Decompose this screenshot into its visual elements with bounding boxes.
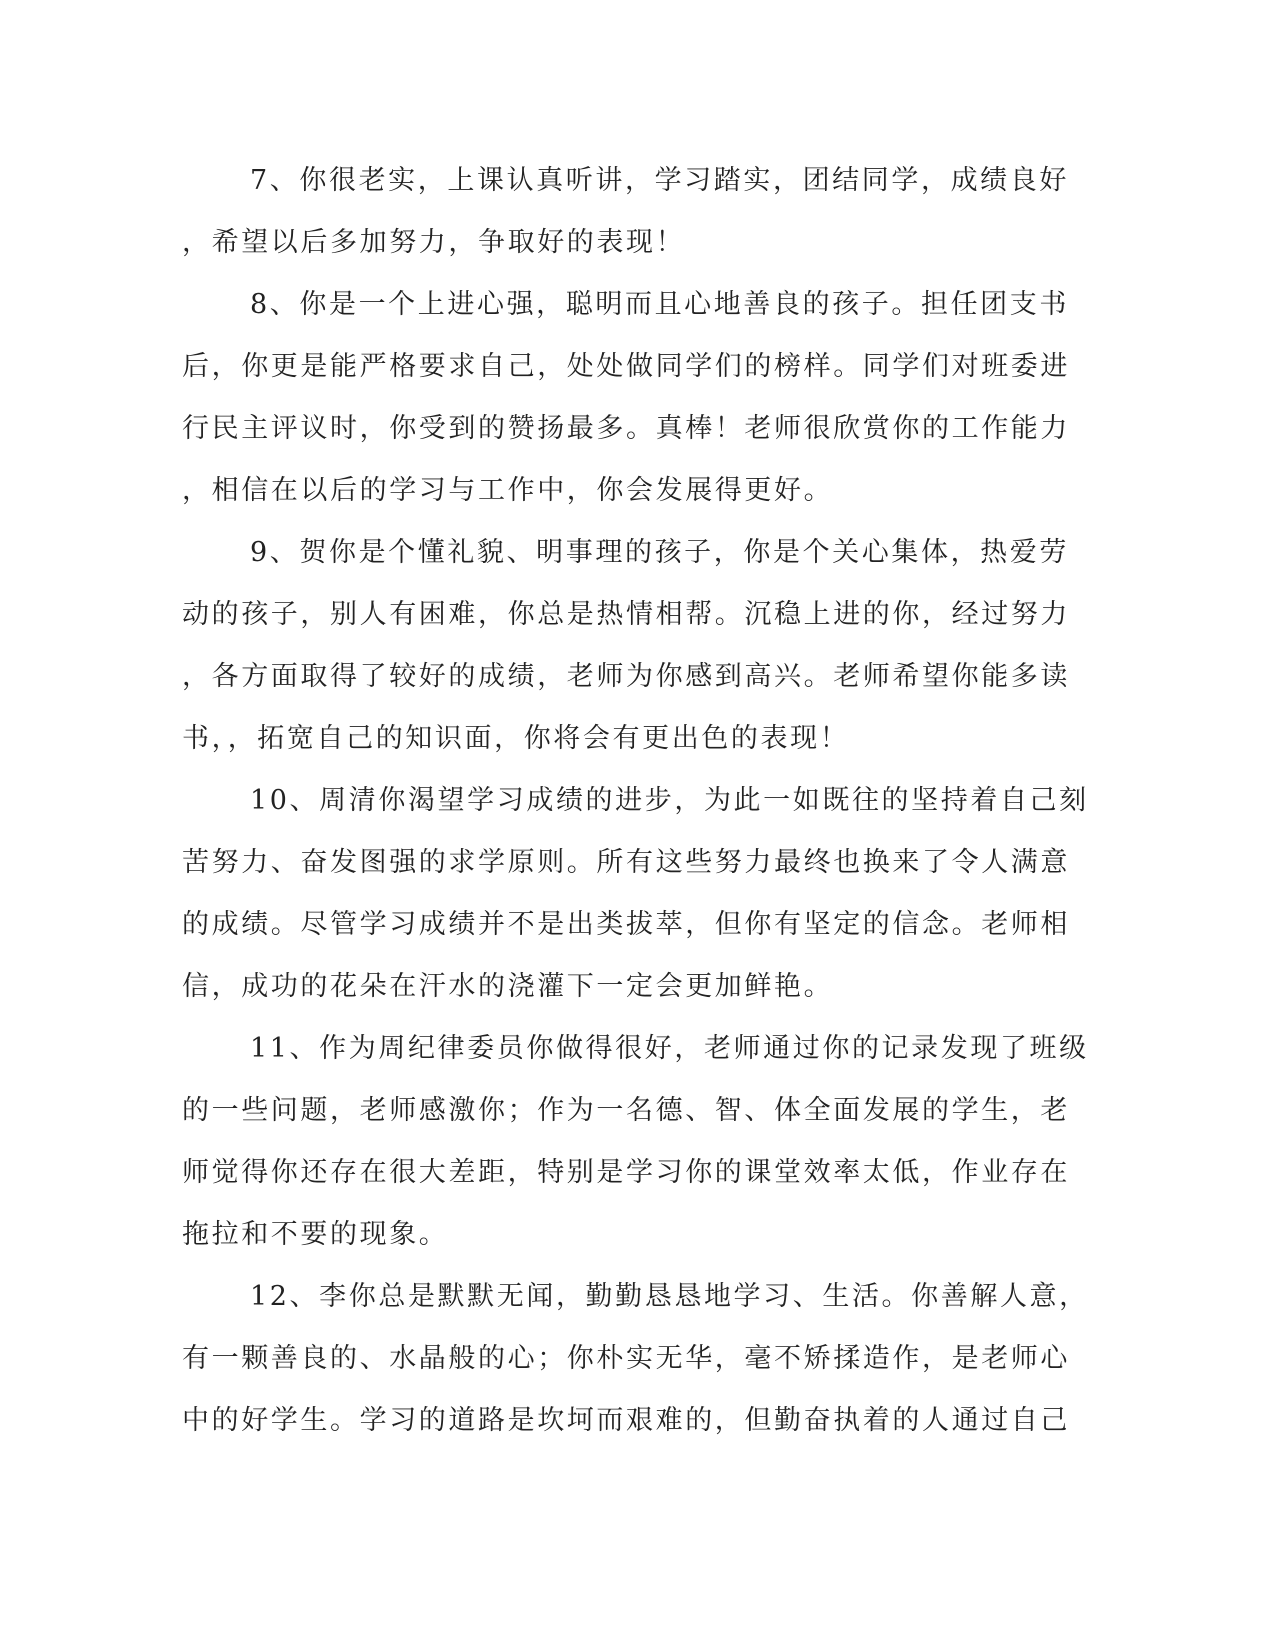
document-body	[182, 150, 1089, 1452]
text-line: 的成绩。尽管学习成绩并不是出类拔萃，但你有坚定的信念。老师相	[182, 909, 1070, 940]
text-line: 师觉得你还存在很大差距，特别是学习你的课堂效率太低，作业存在	[182, 1157, 1070, 1188]
text-line: 10、周清你渴望学习成绩的进步，为此一如既往的坚持着自己刻	[250, 785, 1089, 816]
text-line: 11、作为周纪律委员你做得很好，老师通过你的记录发现了班级	[250, 1033, 1089, 1064]
text-line: 有一颗善良的、水晶般的心；你朴实无华，毫不矫揉造作，是老师心	[182, 1343, 1070, 1374]
text-line: 9、贺你是个懂礼貌、明事理的孩子，你是个关心集体，热爱劳	[250, 537, 1069, 568]
text-line: 8、你是一个上进心强，聪明而且心地善良的孩子。担任团支书	[250, 289, 1069, 320]
text-line: 中的好学生。学习的道路是坎坷而艰难的，但勤奋执着的人通过自己	[182, 1405, 1070, 1436]
text-line: 7、你很老实，上课认真听讲，学习踏实，团结同学，成绩良好	[250, 165, 1069, 196]
text-line: 后，你更是能严格要求自己，处处做同学们的榜样。同学们对班委进	[182, 351, 1070, 382]
text-line: 行民主评议时，你受到的赞扬最多。真棒！老师很欣赏你的工作能力	[182, 413, 1070, 444]
text-line: ，各方面取得了较好的成绩，老师为你感到高兴。老师希望你能多读	[182, 661, 1070, 692]
text-line: 苦努力、奋发图强的求学原则。所有这些努力最终也换来了令人满意	[182, 847, 1070, 878]
text-line: 动的孩子，别人有困难，你总是热情相帮。沉稳上进的你，经过努力	[182, 599, 1070, 630]
text-line: 拖拉和不要的现象。	[182, 1219, 449, 1250]
paragraph-8	[182, 274, 1082, 522]
paragraph-9	[182, 522, 1082, 770]
text-line: ，希望以后多加努力，争取好的表现！	[182, 227, 686, 258]
text-line: 书，，拓宽自己的知识面，你将会有更出色的表现！	[182, 723, 850, 754]
text-line: ，相信在以后的学习与工作中，你会发展得更好。	[182, 475, 834, 506]
text-line: 的一些问题，老师感激你；作为一名德、智、体全面发展的学生，老	[182, 1095, 1070, 1126]
paragraph-7	[182, 150, 1082, 274]
paragraph-12	[182, 1266, 1089, 1452]
text-line: 信，成功的花朵在汗水的浇灌下一定会更加鲜艳。	[182, 971, 834, 1002]
paragraph-10	[182, 770, 1089, 1018]
text-line: 12、李你总是默默无闻，勤勤恳恳地学习、生活。你善解人意，	[250, 1281, 1089, 1312]
paragraph-11	[182, 1018, 1089, 1266]
